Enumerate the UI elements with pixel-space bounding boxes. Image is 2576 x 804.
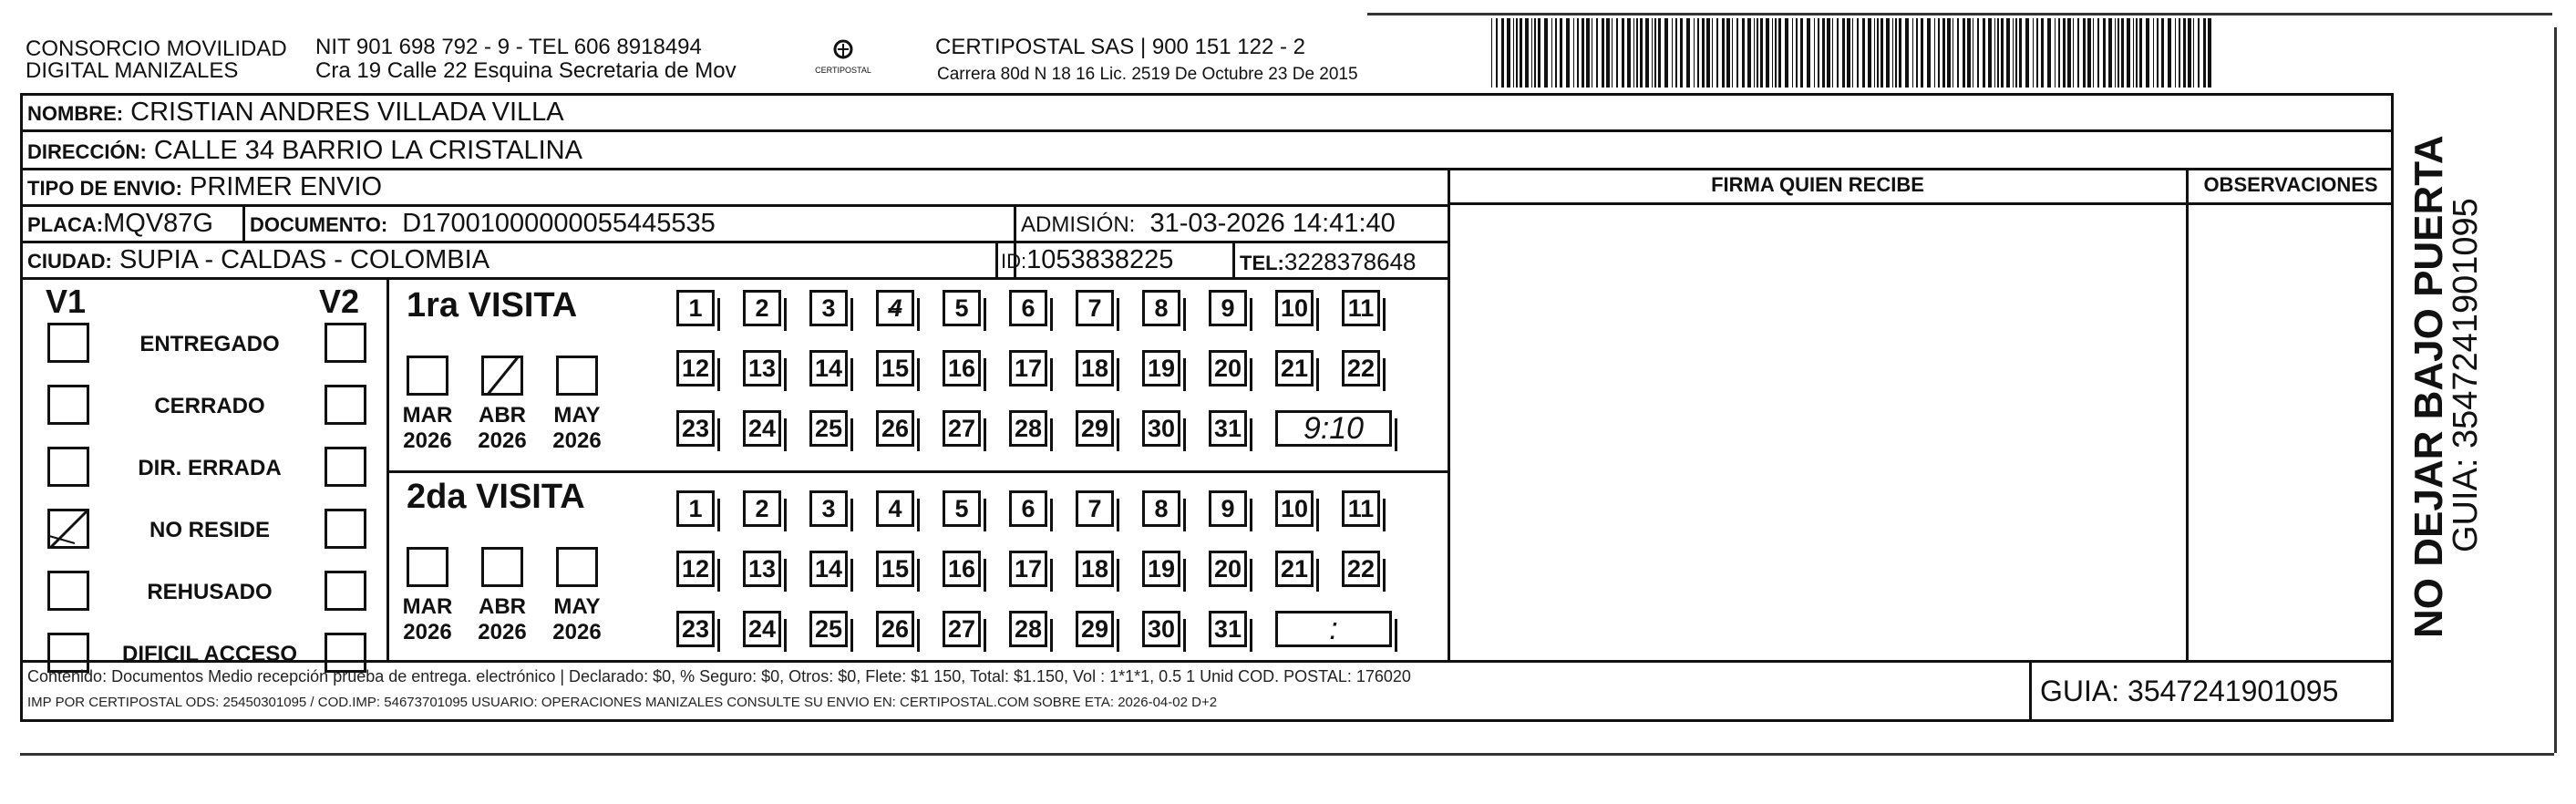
barcode-bar	[1886, 18, 1890, 88]
v1-label: V1	[46, 283, 87, 320]
documento-label: DOCUMENTO:	[250, 213, 388, 236]
courier-address: Carrera 80d N 18 16 Lic. 2519 De Octubre 23 De 2015	[937, 65, 1358, 84]
footer-line2: IMP POR CERTIPOSTAL ODS: 25450301095 / COD.IMP: 54673701095 USUARIO: OPERACIONES MANIZALES CONSULTE SU ENVIO EN: CERTIPOSTAL.COM SOBRE ETA: 2026-04-02 D+2	[27, 695, 1218, 710]
barcode-bar	[2188, 18, 2191, 88]
month-label: MAY	[553, 403, 601, 428]
barcode-bar	[2041, 18, 2044, 88]
barcode-bar	[1814, 18, 1815, 88]
barcode-bar	[1895, 18, 1897, 88]
barcode-bar	[1852, 18, 1853, 88]
barcode-bar	[1742, 18, 1745, 88]
visit2-day-3[interactable]: 3	[809, 490, 848, 527]
status-option-label: DIR. ERRADA	[138, 456, 282, 480]
barcode-bar	[1967, 18, 1971, 88]
barcode-bar	[1672, 18, 1673, 88]
page-edge	[20, 753, 2554, 756]
visit2-day-16[interactable]: 16	[943, 551, 981, 587]
barcode-bar	[1675, 18, 1677, 88]
visit2-day-31[interactable]: 31	[1209, 611, 1247, 647]
v1-checkbox-1[interactable]	[47, 323, 89, 363]
barcode-bar	[1857, 18, 1859, 88]
visit2-day-22[interactable]: 22	[1342, 551, 1380, 587]
barcode-bar	[1818, 18, 1819, 88]
barcode-bar	[1706, 18, 1710, 88]
ciudad-value: SUPIA - CALDAS - COLOMBIA	[118, 245, 490, 274]
v2-checkbox-2[interactable]	[325, 385, 366, 425]
barcode-bar	[2073, 18, 2074, 88]
row-divider	[20, 204, 1448, 207]
v1-checkbox-2[interactable]	[47, 385, 89, 425]
barcode-bar	[1837, 18, 1839, 88]
visit1-day-12[interactable]: 12	[676, 350, 715, 387]
barcode-bar	[2055, 18, 2056, 88]
visit1-day-9[interactable]: 9	[1209, 290, 1247, 326]
visit1-day-11[interactable]: 11	[1342, 290, 1380, 326]
visit2-day-13[interactable]: 13	[743, 551, 781, 587]
month-checkbox-abr[interactable]	[481, 356, 523, 396]
v2-checkbox-4[interactable]	[325, 509, 366, 549]
courier-logo	[807, 36, 880, 82]
barcode-bar	[2103, 18, 2106, 88]
barcode-bar	[1680, 18, 1683, 88]
year-label: 2026	[403, 620, 452, 644]
barcode-bar	[1520, 18, 1522, 88]
barcode-bar	[2175, 18, 2176, 88]
barcode-bar	[1654, 18, 1656, 88]
row-divider	[1448, 202, 2394, 205]
visit2-day-30[interactable]: 30	[1142, 611, 1180, 647]
barcode-bar	[2146, 18, 2149, 88]
barcode-bar	[1921, 18, 1923, 88]
barcode-bar	[1796, 18, 1798, 88]
visit1-day-14[interactable]: 14	[809, 350, 848, 387]
barcode-bar	[1694, 18, 1695, 88]
visit2-day-12[interactable]: 12	[676, 551, 715, 587]
barcode-bar	[1726, 18, 1730, 88]
nombre-value: CRISTIAN ANDRES VILLADA VILLA	[130, 98, 564, 127]
barcode-bar	[1722, 18, 1725, 88]
visit1-day-15[interactable]: 15	[876, 350, 914, 387]
barcode-bar	[1977, 18, 1979, 88]
barcode-bar	[1947, 18, 1951, 88]
barcode-bar	[2058, 18, 2060, 88]
status-option-label: REHUSADO	[147, 580, 273, 604]
barcode-bar	[1582, 18, 1584, 88]
barcode-bar	[2025, 18, 2029, 88]
visit2-day-6[interactable]: 6	[1009, 490, 1047, 527]
barcode-bar	[1988, 18, 1992, 88]
barcode-bar	[1942, 18, 1945, 88]
visit1-day-8[interactable]: 8	[1142, 290, 1180, 326]
barcode-bar	[1800, 18, 1803, 88]
barcode-bar	[1551, 18, 1552, 88]
col-divider	[995, 241, 998, 277]
barcode-bar	[2198, 18, 2200, 88]
barcode-bar	[1712, 18, 1713, 88]
page-edge	[1367, 13, 2552, 15]
barcode-bar	[2063, 18, 2066, 88]
visit2-day-2[interactable]: 2	[743, 490, 781, 527]
status-option-label: DIFICIL ACCESO	[121, 642, 297, 666]
month-checkbox-mar[interactable]	[407, 356, 448, 396]
barcode-bar	[1513, 18, 1514, 88]
barcode-bar	[1847, 18, 1850, 88]
barcode-bar	[1586, 18, 1590, 88]
barcode-bar	[1899, 18, 1901, 88]
barcode-bar	[2087, 18, 2091, 88]
status-option-label: CERRADO	[154, 394, 265, 418]
visit1-day-23[interactable]: 23	[676, 410, 715, 447]
month-label: MAR	[402, 403, 453, 428]
visit1-day-28[interactable]: 28	[1009, 410, 1047, 447]
year-label: 2026	[552, 620, 602, 644]
barcode-bar	[1612, 18, 1613, 88]
visit2-time-field[interactable]: :	[1275, 611, 1392, 647]
visit1-day-10[interactable]: 10	[1275, 290, 1314, 326]
barcode-bar	[1785, 18, 1788, 88]
barcode-bar	[1754, 18, 1755, 88]
id-value: 1053838225	[1026, 245, 1174, 274]
v2-label: V2	[319, 283, 360, 320]
visit1-title: 1ra VISITA	[407, 286, 578, 325]
barcode-bar	[2139, 18, 2142, 88]
sender-nit: NIT 901 698 792 - 9 - TEL 606 8918494	[315, 35, 702, 59]
barcode-bar	[1760, 18, 1763, 88]
barcode-bar	[1732, 18, 1733, 88]
side-guia: GUIA: 3547241901095	[2447, 198, 2485, 552]
barcode-bar	[1636, 18, 1638, 88]
documento-value: D17001000000055445535	[402, 209, 716, 238]
month-label: ABR	[479, 594, 526, 619]
row-divider	[20, 129, 2394, 132]
row-divider	[20, 660, 2394, 663]
barcode-bar	[1997, 18, 1999, 88]
visit2-day-11[interactable]: 11	[1342, 490, 1380, 527]
visit1-day-25[interactable]: 25	[809, 410, 848, 447]
barcode-bar	[1664, 18, 1668, 88]
col-divider	[242, 204, 245, 241]
row-divider	[386, 470, 1448, 473]
page-edge	[2554, 27, 2557, 753]
visit2-day-4[interactable]: 4	[876, 490, 914, 527]
barcode-bar	[1622, 18, 1624, 88]
barcode-bar	[1697, 18, 1699, 88]
v1-checkbox-5[interactable]	[47, 571, 89, 611]
barcode-bar	[1880, 18, 1883, 88]
barcode-bar	[2115, 18, 2116, 88]
v2-checkbox-3[interactable]	[325, 447, 366, 487]
sender-name-line2: DIGITAL MANIZALES	[26, 58, 239, 83]
visit2-day-21[interactable]: 21	[1275, 551, 1314, 587]
month-checkbox-may[interactable]	[556, 547, 598, 587]
visit2-day-9[interactable]: 9	[1209, 490, 1247, 527]
barcode-bar	[2033, 18, 2034, 88]
barcode-bar	[1912, 18, 1913, 88]
barcode-bar	[1507, 18, 1510, 88]
barcode-bar	[1983, 18, 1985, 88]
barcode-bar	[1496, 18, 1498, 88]
barcode-bar	[1652, 18, 1653, 88]
barcode-bar	[1994, 18, 1995, 88]
observaciones-header: OBSERVACIONES	[2203, 173, 2378, 196]
visit1-time-field[interactable]: 9:10	[1275, 410, 1392, 447]
visit1-day-21[interactable]: 21	[1275, 350, 1314, 387]
month-checkbox-abr[interactable]	[481, 547, 523, 587]
visit2-day-26[interactable]: 26	[876, 611, 914, 647]
visit1-day-20[interactable]: 20	[1209, 350, 1247, 387]
barcode-bar	[1905, 18, 1909, 88]
month-label: MAR	[402, 594, 453, 619]
visit2-day-5[interactable]: 5	[943, 490, 981, 527]
visit1-day-1[interactable]: 1	[676, 290, 715, 326]
barcode-bar	[2168, 18, 2171, 88]
visit1-day-7[interactable]: 7	[1076, 290, 1114, 326]
nombre-label: NOMBRE:	[27, 102, 124, 125]
visit2-day-28[interactable]: 28	[1009, 611, 1047, 647]
col-divider	[1232, 241, 1235, 277]
col-divider	[2186, 168, 2189, 660]
visit2-day-20[interactable]: 20	[1209, 551, 1247, 587]
barcode-bar	[2013, 18, 2014, 88]
year-label: 2026	[403, 428, 452, 453]
visit1-day-16[interactable]: 16	[943, 350, 981, 387]
col-divider	[386, 277, 389, 660]
year-label: 2026	[478, 428, 527, 453]
barcode-bar	[1862, 18, 1865, 88]
barcode-bar	[2157, 18, 2159, 88]
barcode-bar	[1807, 18, 1810, 88]
visit2-day-17[interactable]: 17	[1009, 551, 1047, 587]
v2-checkbox-1[interactable]	[325, 323, 366, 363]
v1-checkbox-3[interactable]	[47, 447, 89, 487]
barcode-bar	[2108, 18, 2112, 88]
barcode-bar	[2083, 18, 2086, 88]
status-option-label: NO RESIDE	[149, 518, 271, 542]
barcode-bar	[1934, 18, 1935, 88]
barcode-bar	[1736, 18, 1738, 88]
visit1-day-22[interactable]: 22	[1342, 350, 1380, 387]
tipo-envio-label: TIPO DE ENVIO:	[27, 177, 182, 200]
visit1-day-27[interactable]: 27	[943, 410, 981, 447]
v1-checkbox-4[interactable]	[47, 509, 89, 549]
visit2-day-14[interactable]: 14	[809, 551, 848, 587]
barcode-bar	[1927, 18, 1931, 88]
barcode-bar	[1792, 18, 1793, 88]
barcode-bar	[2136, 18, 2138, 88]
visit2-day-19[interactable]: 19	[1142, 551, 1180, 587]
barcode-bar	[1868, 18, 1871, 88]
month-checkbox-mar[interactable]	[407, 547, 448, 587]
barcode-bar	[1892, 18, 1893, 88]
visit1-day-19[interactable]: 19	[1142, 350, 1180, 387]
barcode-bar	[1627, 18, 1631, 88]
month-label: ABR	[479, 403, 526, 428]
barcode-bar	[2133, 18, 2134, 88]
barcode-bar	[1938, 18, 1940, 88]
footer-line1: Contenido: Documentos Medio recepción prueba de entrega. electrónico | Declarado: $0, % Seguro: $0, Otros: $0, Flete: $1 150, Total: $1.150, Vol : 1*1*1, 0.5 1 Unid COD. POSTAL: 176020	[27, 667, 1411, 685]
visit2-day-10[interactable]: 10	[1275, 490, 1314, 527]
footer-guia: GUIA: 3547241901095	[2040, 675, 2339, 707]
sender-address: Cra 19 Calle 22 Esquina Secretaria de Mov	[315, 58, 737, 83]
row-divider	[20, 168, 2394, 170]
barcode-bar	[2047, 18, 2051, 88]
barcode-bar	[2006, 18, 2010, 88]
barcode-bar	[1491, 18, 1492, 88]
barcode-bar	[1577, 18, 1579, 88]
direccion-label: DIRECCIÓN:	[27, 140, 147, 163]
visit1-day-26[interactable]: 26	[876, 410, 914, 447]
visit1-day-13[interactable]: 13	[743, 350, 781, 387]
barcode-bar	[1544, 18, 1548, 88]
visit1-day-5[interactable]: 5	[943, 290, 981, 326]
barcode-bar	[2077, 18, 2079, 88]
visit1-day-17[interactable]: 17	[1009, 350, 1047, 387]
visit2-day-18[interactable]: 18	[1076, 551, 1114, 587]
barcode-bar	[1516, 18, 1518, 88]
barcode-bar	[2117, 18, 2119, 88]
tel-value: 3228378648	[1283, 248, 1417, 275]
year-label: 2026	[552, 428, 602, 453]
barcode-bar	[2019, 18, 2022, 88]
admision-label: ADMISIÓN:	[1021, 212, 1136, 237]
visit1-day-3[interactable]: 3	[809, 290, 848, 326]
barcode-bar	[2127, 18, 2130, 88]
barcode-bar	[1686, 18, 1690, 88]
barcode-bar	[2153, 18, 2154, 88]
ciudad-label: CIUDAD:	[27, 250, 112, 273]
courier-logo-text: CERTIPOSTAL	[815, 66, 871, 75]
visit2-day-1[interactable]: 1	[676, 490, 715, 527]
tipo-envio-value: PRIMER ENVIO	[189, 172, 383, 201]
barcode-bar	[1531, 18, 1532, 88]
visit2-day-8[interactable]: 8	[1142, 490, 1180, 527]
visit2-day-29[interactable]: 29	[1076, 611, 1114, 647]
barcode-bar	[1757, 18, 1758, 88]
barcode-bar	[1916, 18, 1918, 88]
barcode-bar	[1775, 18, 1777, 88]
barcode-bar	[1747, 18, 1751, 88]
v2-checkbox-5[interactable]	[325, 571, 366, 611]
barcode-bar	[1633, 18, 1634, 88]
barcode-bar	[2036, 18, 2038, 88]
barcode-bar	[2067, 18, 2071, 88]
visit2-day-24[interactable]: 24	[743, 611, 781, 647]
barcode-bar	[1525, 18, 1529, 88]
barcode-bar	[1832, 18, 1833, 88]
tel-label: TEL:	[1240, 252, 1284, 274]
col-divider	[2029, 660, 2032, 722]
barcode-bar	[2183, 18, 2186, 88]
barcode-bar	[2093, 18, 2094, 88]
month-label: MAY	[553, 594, 601, 619]
barcode-bar	[1538, 18, 1540, 88]
barcode-bar	[2208, 18, 2211, 88]
barcode-bar	[1957, 18, 1959, 88]
visit1-day-24[interactable]: 24	[743, 410, 781, 447]
barcode-bar	[2097, 18, 2099, 88]
visit1-day-18[interactable]: 18	[1076, 350, 1114, 387]
barcode-bar	[2193, 18, 2194, 88]
visit2-day-7[interactable]: 7	[1076, 490, 1114, 527]
barcode-bar	[1822, 18, 1825, 88]
barcode-bar	[2203, 18, 2206, 88]
sender-name-line1: CONSORCIO MOVILIDAD	[26, 36, 287, 61]
visit2-day-23[interactable]: 23	[676, 611, 715, 647]
visit1-day-2[interactable]: 2	[743, 290, 781, 326]
barcode-bar	[2121, 18, 2124, 88]
visit1-day-6[interactable]: 6	[1009, 290, 1047, 326]
barcode	[1491, 18, 2221, 88]
barcode-bar	[1560, 18, 1562, 88]
no-dejar-bajo-puerta: NO DEJAR BAJO PUERTA	[2406, 135, 2451, 638]
barcode-bar	[1766, 18, 1769, 88]
visit2-day-25[interactable]: 25	[809, 611, 848, 647]
barcode-bar	[2161, 18, 2164, 88]
visit2-title: 2da VISITA	[407, 478, 585, 516]
barcode-bar	[1877, 18, 1879, 88]
barcode-bar	[1596, 18, 1598, 88]
visit2-day-15[interactable]: 15	[876, 551, 914, 587]
barcode-bar	[1658, 18, 1661, 88]
barcode-bar	[1640, 18, 1643, 88]
barcode-bar	[1874, 18, 1875, 88]
barcode-bar	[1842, 18, 1845, 88]
visit1-day-4[interactable]: 4	[876, 290, 914, 326]
barcode-bar	[2001, 18, 2004, 88]
barcode-bar	[1573, 18, 1574, 88]
barcode-bar	[1602, 18, 1604, 88]
visit1-day-29[interactable]: 29	[1076, 410, 1114, 447]
barcode-bar	[1566, 18, 1570, 88]
placa-value: MQV87G	[103, 209, 213, 238]
barcode-bar	[1645, 18, 1649, 88]
courier-name: CERTIPOSTAL SAS | 900 151 122 - 2	[935, 35, 1305, 59]
visit1-day-30[interactable]: 30	[1142, 410, 1180, 447]
visit1-day-31[interactable]: 31	[1209, 410, 1247, 447]
direccion-value: CALLE 34 BARRIO LA CRISTALINA	[153, 136, 582, 165]
year-label: 2026	[478, 620, 527, 644]
row-divider	[20, 277, 1448, 280]
barcode-bar	[2179, 18, 2180, 88]
firma-header: FIRMA QUIEN RECIBE	[1711, 173, 1924, 196]
barcode-bar	[1606, 18, 1610, 88]
admision-value: 31-03-2026 14:41:40	[1149, 209, 1396, 238]
barcode-bar	[1702, 18, 1705, 88]
barcode-bar	[1963, 18, 1965, 88]
visit2-day-27[interactable]: 27	[943, 611, 981, 647]
month-checkbox-may[interactable]	[556, 356, 598, 396]
barcode-bar	[1534, 18, 1536, 88]
barcode-bar	[1772, 18, 1773, 88]
barcode-bar	[1616, 18, 1618, 88]
barcode-bar	[2015, 18, 2017, 88]
col-divider	[1448, 168, 1450, 660]
barcode-bar	[1778, 18, 1781, 88]
placa-label: PLACA:	[27, 213, 104, 236]
barcode-bar	[1555, 18, 1557, 88]
barcode-bar	[1716, 18, 1718, 88]
barcode-bar	[1501, 18, 1504, 88]
barcode-bar	[1827, 18, 1830, 88]
status-option-label: ENTREGADO	[139, 332, 280, 356]
id-label: ID:	[1001, 250, 1027, 273]
